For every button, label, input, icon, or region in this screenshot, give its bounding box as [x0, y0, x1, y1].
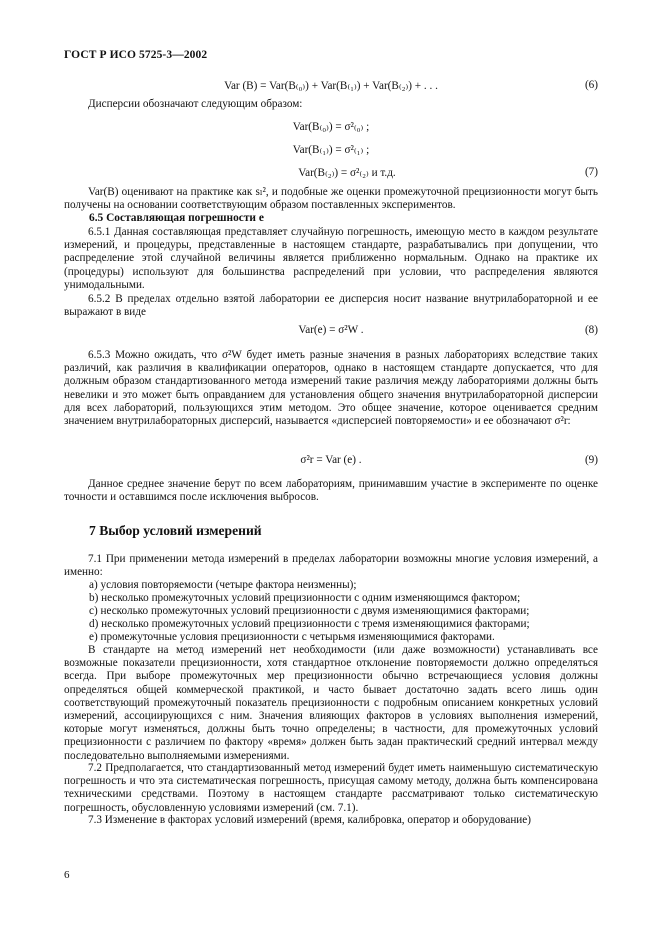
equation-var-b2: [64, 166, 598, 182]
paragraph-6-5-1: 6.5.1 Данная составляющая представляет случайную погрешность, имеющую место в каждом результате измерений, и процедуры, представленные в настоящем стандарте, разрабатывались при допущении, что распределение этой случайной величины является приближенно нормальным. Однако на практике их (процедуры) используют для большинства распределений при условии, что распределения являются унимодальными.: [64, 226, 598, 291]
equation-var-b2-text: Var(B₍₂₎) = σ²₍₂₎ и т.д.: [298, 167, 396, 179]
equation-var-b1-text: Var(B₍₁₎) = σ²₍₁₎ ;: [292, 144, 370, 156]
equation-9: [64, 454, 598, 470]
section-6-5-heading: 6.5 Составляющая погрешности e: [89, 212, 264, 224]
equation-8: [64, 324, 598, 340]
list-item: d) несколько промежуточных условий прецизионности с тремя изменяющимися факторами;: [89, 618, 530, 630]
equation-var-b1: [64, 143, 598, 159]
page-number: 6: [64, 869, 70, 881]
equation-9-number: (9): [584, 454, 598, 466]
list-item: e) промежуточные условия прецизионности с четырьмя изменяющимися факторами.: [89, 631, 495, 643]
equation-6: [64, 79, 598, 95]
equation-6-number: (6): [584, 79, 598, 91]
list-item: a) условия повторяемости (четыре фактора неизменны);: [89, 579, 357, 591]
paragraph-dispersion-intro: Дисперсии обозначают следующим образом:: [88, 98, 303, 110]
paragraph-6-5-2: 6.5.2 В пределах отдельно взятой лаборатории ее дисперсия носит название внутрилабораторной и ее выражают в виде: [64, 293, 598, 319]
paragraph-7-1: 7.1 При применении метода измерений в пределах лаборатории возможны многие условия измерений, а именно:: [64, 553, 598, 579]
document-header: ГОСТ Р ИСО 5725-3—2002: [64, 49, 208, 61]
equation-9-text: σ²r = Var (e) .: [300, 454, 362, 466]
section-7-heading: 7 Выбор условий измерений: [89, 523, 262, 538]
equation-var-b0: [64, 120, 598, 136]
equation-var-b0-text: Var(B₍₀₎) = σ²₍₀₎ ;: [292, 121, 370, 133]
paragraph-7-3: 7.3 Изменение в факторах условий измерений (время, калибровка, оператор и оборудование): [88, 814, 531, 826]
list-item: b) несколько промежуточных условий прецизионности с одним изменяющимся фактором;: [89, 592, 521, 604]
paragraph-6-5-3: 6.5.3 Можно ожидать, что σ²W будет иметь разные значения в разных лабораториях вследствие таких различий, как различия в квалификации операторов, однако в настоящем стандарте допускается, что для должным образом стандартизованного метода измерений такие различия между лабораториями должны быть невелики и это может быть оправданием для установления общего значения внутрилабораторной дисперсии для всех лабораторий, пользующихся этим методом. Это общее значение, которое оценивается средним значением внутрилабораторных дисперсий, называется «дисперсией повторяемости» и ее обозначают σ²r:: [64, 349, 598, 428]
paragraph-standard-requirements: В стандарте на метод измерений нет необходимости (или даже возможности) устанавливать все возможные показатели прецизионности, хотя стандартное отклонение повторяемости должно определяться всегда. При выборе промежуточных мер прецизионности обычно встречающиеся условия должны определяться общей коммерческой практикой, и часто бывает достаточно задать всего лишь один соответствующий промежуточный показатель прецизионности с подробным описанием конкретных условий измерений, ассоциирующихся с ним. Значения влияющих факторов в условиях выполнения измерений, которые могут изменяться, должны быть точно определены; в частности, для промежуточных условий прецизионности с различием по фактору «время» должен быть задан практический средний интервал между последовательно выполняемыми измерениями.: [64, 644, 598, 762]
equation-8-text: Var(e) = σ²W .: [298, 324, 364, 336]
paragraph-7-2: 7.2 Предполагается, что стандартизованный метод измерений будет иметь наименьшую систематическую погрешность и что эта систематическая погрешность, присущая самому методу, должна быть компенсирована техническими средствами. Поэтому в настоящем стандарте рассматривают только систематическую погрешность, обусловленную условиями измерений (см. 7.1).: [64, 762, 598, 814]
paragraph-average-value: Данное среднее значение берут по всем лабораториям, принимавшим участие в эксперименте по оценке точности и оставшимся после исключения выбросов.: [64, 478, 598, 504]
equation-8-number: (8): [584, 324, 598, 336]
equation-7-number: (7): [584, 166, 598, 178]
list-item: c) несколько промежуточных условий прецизионности с двумя изменяющимися факторами;: [89, 605, 530, 617]
paragraph-varb-estimation: Var(B) оценивают на практике как sₗ², и подобные же оценки промежуточной прецизионности могут быть получены на основании соответствующим образом поставленных экспериментов.: [64, 186, 598, 212]
equation-6-text: Var (B) = Var(B₍₀₎) + Var(B₍₁₎) + Var(B₍₂₎) + . . .: [224, 80, 438, 92]
